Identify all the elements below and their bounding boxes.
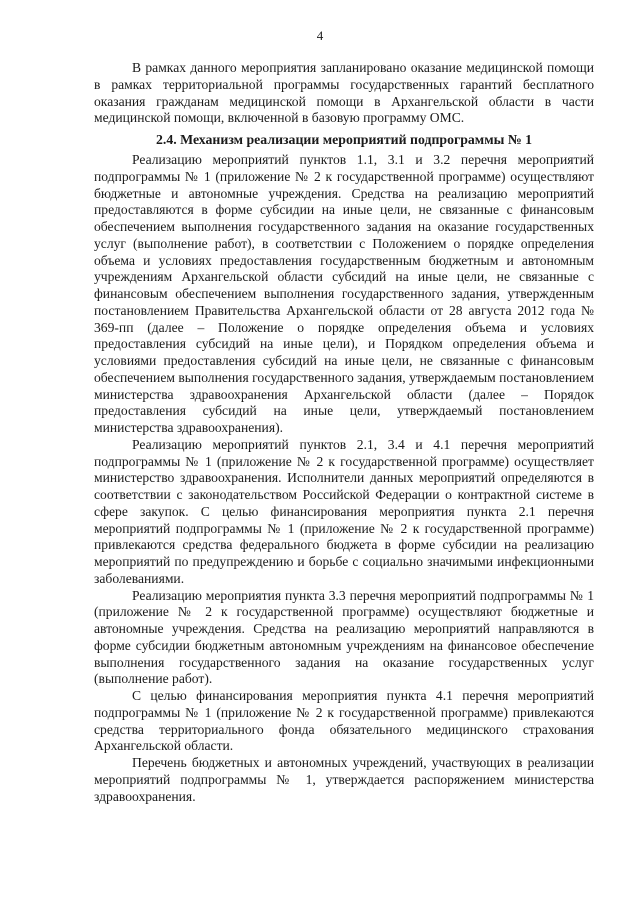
section-paragraph-3: Реализацию мероприятия пункта 3.3 перечня мероприятий подпрограммы № 1 (приложение № 2 к государственной программе) осуществляют бюджетные и автономные учреждения. Средства на реализацию мероприятий направляются в форме субсидии бюджетным автономным учреждениям на финансовое обеспечение выполнения государственного задания на оказание государственных услуг (выполнение работ). [94, 587, 594, 687]
page-number: 4 [316, 28, 324, 43]
section-paragraph-1: Реализацию мероприятий пунктов 1.1, 3.1 и 3.2 перечня мероприятий подпрограммы № 1 (приложение № 2 к государственной программе) осуществляют бюджетные и автономные учреждения. Средства на реализацию мероприятий предоставляются в форме субсидии на иные цели, не связанные с финансовым обеспечением выполнения государственного задания на оказание государственных услуг (выполнение работ), в соответствии с Положением о порядке определения объема и условиях предоставления государственным бюджетным и автономным учреждениям Архангельской области субсидий на иные цели, не связанные с финансовым обеспечением выполнения государственного задания, утвержденным постановлением Правительства Архангельской области от 28 августа 2012 года № 369-пп (далее – Положение о порядке определения объема и условиях предоставления субсидий на иные цели), и Порядком определения объема и условиями предоставления субсидий на иные цели, не связанные с финансовым обеспечением выполнения государственного задания, утверждаемым постановлением министерства здравоохранения Архангельской области (далее – Порядок предоставления субсидий на иные цели, утверждаемый постановлением министерства здравоохранения). [94, 152, 595, 435]
document-body [94, 60, 594, 805]
section-paragraph-2: Реализацию мероприятий пунктов 2.1, 3.4 и 4.1 перечня мероприятий подпрограммы № 1 (приложение № 2 к государственной программе) осуществляет министерство здравоохранения. Исполнители данных мероприятий определяются в соответствии с законодательством Российской Федерации о контрактной системе в сфере закупок. С целью финансирования мероприятия пункта 2.1 перечня мероприятий подпрограммы № 1 (приложение № 2 к государственной программе) привлекаются средства федерального бюджета в форме субсидии на реализацию мероприятий по предупреждению и борьбе с социально значимыми инфекционными заболеваниями. [94, 436, 594, 586]
section-heading: 2.4. Механизм реализации мероприятий подпрограммы № 1 [155, 132, 533, 147]
section-paragraph-5: Перечень бюджетных и автономных учреждений, участвующих в реализации мероприятий подпрограммы № 1, утверждается распоряжением министерства здравоохранения. [94, 755, 594, 804]
intro-paragraph: В рамках данного мероприятия запланировано оказание медицинской помощи в рамках территориальной программы государственных гарантий бесплатного оказания гражданам медицинской помощи в Архангельской области в части медицинской помощи, включенной в базовую программу ОМС. [94, 60, 594, 126]
section-paragraph-4: С целью финансирования мероприятия пункта 4.1 перечня мероприятий подпрограммы № 1 (приложение № 2 к государственной программе) привлекаются средства территориального фонда обязательного медицинского страхования Архангельской области. [94, 688, 594, 754]
